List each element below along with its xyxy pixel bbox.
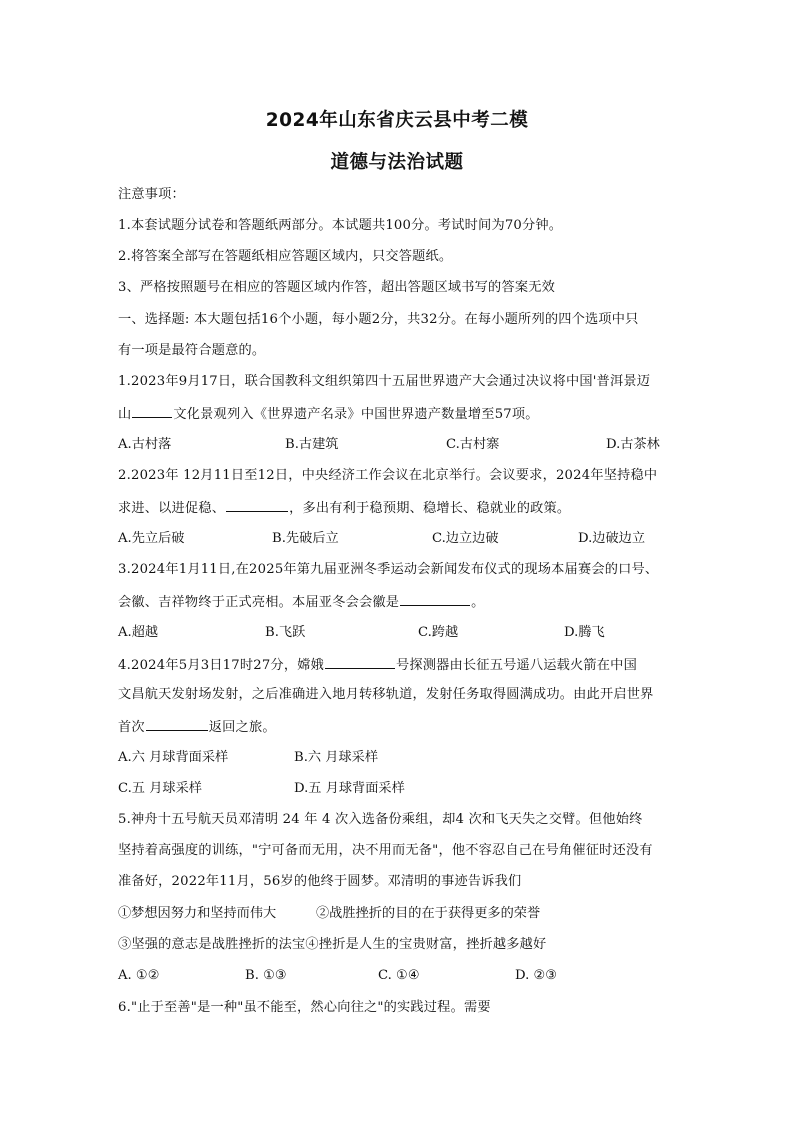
q5-statements-3-4: ③坚强的意志是战胜挫折的法宝④挫折是人生的宝贵财富，挫折越多越好 [118,937,547,952]
q1-option-b: B.古建筑 [285,437,339,452]
question-4-stem-cont: 文昌航天发射场发射，之后准确进入地月转移轨道，发射任务取得圆满成功。由此开启世界 [118,687,654,702]
q4-text-d: 返回之旅。 [208,720,276,735]
answer-blank [226,498,288,512]
section-heading: 一、选择题: 本大题包括16个小题，每小题2分，共32分。在每小题所列的四个选项中只 [118,312,639,327]
question-1-stem: 1.2023年9月17日，联合国教科文组织第四十五届世界遗产大会通过决议将中国'普洱景迈 [118,374,651,389]
q4-option-c: C.五 月球采样 [118,781,202,796]
q4-option-d: D.五 月球背面采样 [294,781,405,796]
q1-text-a: 山 [118,407,132,422]
q2-option-a: A.先立后破 [118,531,185,546]
q3-text-a: 会徽、吉祥物终于正式亮相。本届亚冬会会徽是 [118,595,400,610]
answer-blank [400,592,470,606]
q2-text-b: ，多出有利于稳预期、稳增长、稳就业的政策。 [289,501,571,516]
question-6-stem: 6."止于至善"是一种"虽不能至，然心向往之"的实践过程。需要 [118,1000,491,1015]
q3-option-a: A.超越 [118,625,159,640]
question-5-stem-cont: 坚持着高强度的训练，"宁可备而无用，决不用而无备"，他不容忍自己在号角催征时还没有 [118,843,653,858]
q2-option-c: C.边立边破 [432,531,499,546]
exam-subject-title: 道德与法治试题 [330,152,464,173]
q2-option-b: B.先破后立 [272,531,339,546]
exam-title: 2024年山东省庆云县中考二模 [265,110,529,131]
notes-heading: 注意事项： [118,187,185,202]
answer-blank [325,655,395,669]
q3-option-c: C.跨越 [418,625,459,640]
q3-text-b: 。 [471,595,485,610]
section-heading-cont: 有一项是最符合题意的。 [118,343,266,358]
note-item: 3、严格按照题号在相应的答题区域内作答，超出答题区域书写的答案无效 [118,280,555,295]
q5-option-a: A. ①② [118,968,160,983]
q1-option-c: C.古村寨 [446,437,500,452]
q5-option-b: B. ①③ [245,968,287,983]
q2-option-d: D.边破边立 [578,531,646,546]
q3-option-b: B.飞跃 [265,625,306,640]
answer-blank [132,404,172,418]
question-4-stem [118,655,637,675]
q5-statement-2: ②战胜挫折的目的在于获得更多的荣誉 [316,906,541,921]
q5-option-c: C. ①④ [378,968,420,983]
question-1-stem-cont [118,404,539,424]
question-5-stem-cont: 准备好，2022年11月，56岁的他终于圆梦。邓清明的事迹告诉我们 [118,874,522,889]
note-item: 1.本套试题分试卷和答题纸两部分。本试题共100分。考试时间为70分钟。 [118,218,563,233]
q1-option-a: A.古村落 [118,437,172,452]
q1-option-d: D.古茶林 [606,437,660,452]
q1-text-b: 文化景观列入《世界遗产名录》中国世界遗产数量增至57项。 [173,407,539,422]
question-4-stem-cont [118,717,276,737]
question-5-stem: 5.神舟十五号航天员邓清明 24 年 4 次入选备份乘组，却4 次和飞天失之交臂。但他始终 [118,812,643,827]
q4-option-a: A.六 月球背面采样 [118,750,229,765]
note-item: 2.将答案全部写在答题纸相应答题区域内，只交答题纸。 [118,249,453,264]
question-3-stem: 3.2024年1月11日,在2025年第九届亚洲冬季运动会新闻发布仪式的现场本届赛会的口号、 [118,562,659,577]
q5-statement-1: ①梦想因努力和坚持而伟大 [118,906,277,921]
q5-option-d: D. ②③ [515,968,558,983]
q3-option-d: D.腾飞 [564,625,605,640]
question-2-stem: 2.2023年 12月11日至12日，中央经济工作会议在北京举行。会议要求，2024年坚持稳中 [118,468,658,483]
answer-blank [146,717,208,731]
q4-option-b: B.六 月球采样 [294,750,379,765]
question-3-stem-cont [118,592,485,612]
q4-text-b: 号探测器由长征五号遥八运载火箭在中国 [395,658,637,673]
q4-text-a: 4.2024年5月3日17时27分，嫦娥 [118,658,324,673]
question-2-stem-cont [118,498,570,518]
q4-text-c: 首次 [118,720,145,735]
q2-text-a: 求进、以进促稳、 [118,501,226,516]
